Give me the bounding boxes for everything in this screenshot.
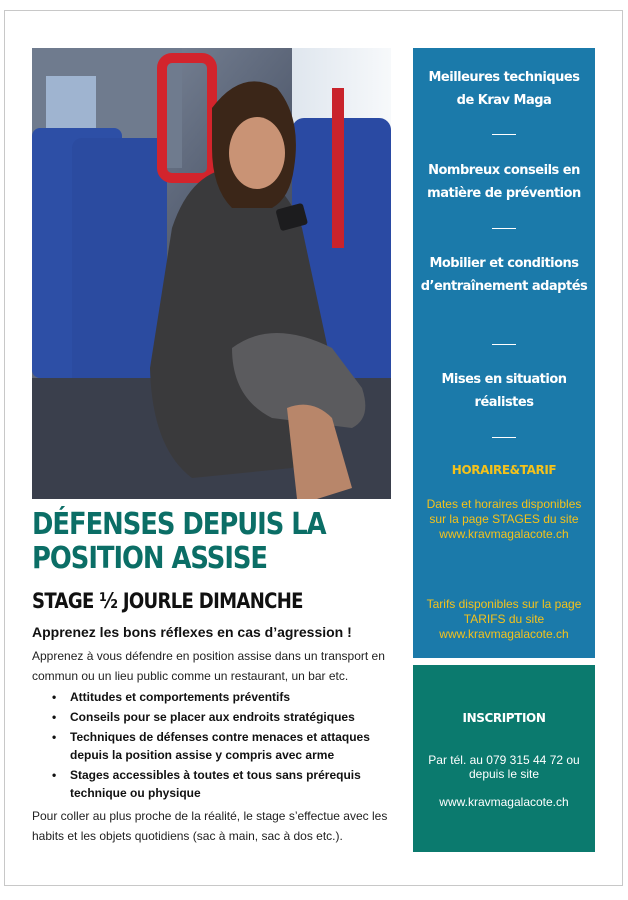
title-line-2: POSITION ASSISE (32, 541, 268, 576)
outro-paragraph: Pour coller au plus proche de la réalité, le stage s’effectue avec les habits et les objets quotidiens (sac à main, sac à dos etc.). (32, 809, 388, 843)
tarifs-info (423, 597, 585, 642)
intro-paragraph: Apprenez à vous défendre en position assise dans un transport en commun ou un lieu public comme un restaurant, un bar etc. (32, 649, 385, 683)
poster-title (32, 508, 350, 576)
dates-info-text: Dates et horaires disponibles sur la page STAGES du site (426, 497, 582, 526)
feature-bullet-list (32, 688, 408, 804)
photo-illustration (32, 48, 391, 499)
inscription-title: INSCRIPTION (462, 711, 546, 725)
bullet-item: • Techniques de défenses contre menaces et attaques depuis la position assise y compris avec arme (70, 728, 408, 764)
benefits-panel (413, 48, 595, 658)
bullet-item: • Attitudes et comportements préventifs (70, 688, 408, 706)
bullet-item: • Stages accessibles à toutes et tous sans prérequis technique ou physique (70, 766, 408, 802)
tarifs-url-link[interactable]: www.kravmagalacote.ch (439, 627, 569, 641)
tarifs-info-text: Tarifs disponibles sur la page TARIFS du site (426, 597, 582, 626)
woman-on-train-photo (32, 48, 391, 499)
hours-title: HORAIRE&TARIF (451, 463, 557, 477)
separator-line (492, 437, 516, 438)
inscription-panel (413, 665, 595, 852)
inscription-url-link[interactable]: www.kravmagalacote.ch (439, 795, 569, 809)
poster-subtitle: STAGE ½ JOURLE DIMANCHE (32, 589, 303, 613)
separator-line (492, 344, 516, 345)
feature-mobilier: Mobilier et conditions d’entraînement adaptés (420, 256, 588, 294)
separator-line (492, 228, 516, 229)
title-line-1: DÉFENSES DEPUIS LA (32, 507, 326, 542)
feature-prevention: Nombreux conseils en matière de prévention (427, 163, 581, 201)
feature-techniques: Meilleures techniques de Krav Maga (428, 70, 580, 108)
dates-info (423, 497, 585, 542)
dates-url-link[interactable]: www.kravmagalacote.ch (439, 527, 569, 541)
separator-line (492, 134, 516, 135)
inscription-text: Par tél. au 079 315 44 72 ou depuis le site (428, 753, 580, 781)
bullet-item: • Conseils pour se placer aux endroits stratégiques (70, 708, 408, 726)
feature-situations: Mises en situation réalistes (441, 372, 567, 410)
lead-text: Apprenez les bons réflexes en cas d’agression ! (32, 624, 352, 640)
